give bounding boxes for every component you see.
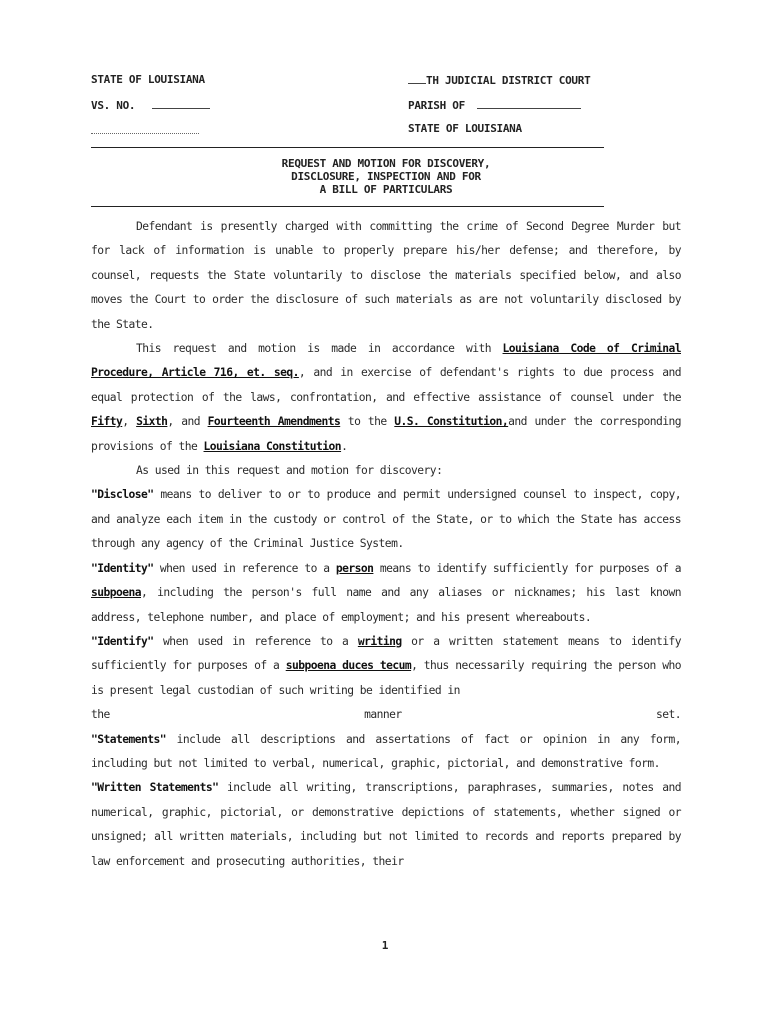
louisiana-constitution: Louisiana Constitution (203, 439, 342, 453)
docket-number-blank[interactable] (152, 98, 210, 109)
header-vs-no: VS. NO. (91, 99, 136, 112)
page-number: 1 (381, 939, 389, 952)
header-rule-top (91, 147, 604, 148)
paragraph-charge: Defendant is presently charged with committing the crime of Second Degree Murder but for lack of information is unable to properly prepare his/her defense; and therefore, by counsel, requests the State voluntarily to disclose the materials specified below, and also moves the Court to order the disclosure of such materials as are not voluntarily disclosed by the State. (91, 220, 681, 331)
header-parish (408, 98, 581, 112)
defendant-name-blank[interactable] (91, 133, 199, 134)
word: the (91, 708, 110, 722)
term-subpoena-duces-tecum: subpoena duces tecum (285, 659, 412, 673)
text-span: to the (340, 415, 395, 429)
term-statements: "Statements" (91, 732, 167, 746)
definition-text: or a written statement means to identify sufficiently for purposes of a (91, 634, 681, 673)
text-span: This request and motion is made in accordance with (136, 342, 503, 356)
word: set. (655, 708, 681, 722)
text-span: , and in exercise of defendant's rights to due process and equal protection of the laws, confrontation, and effective assistance of counsel under the (91, 366, 682, 404)
header-court-label: TH JUDICIAL DISTRICT COURT (426, 74, 591, 87)
definition-identify-last-line (91, 703, 681, 727)
definition-text: , thus necessarily requiring the person who is present legal custodian of such writing be identified in (91, 659, 681, 697)
header-state-left: STATE OF LOUISIANA (91, 73, 205, 86)
definition-text: means to deliver to or to produce and permit undersigned counsel to inspect, copy, and analyze each item in the custody or control of the State, or to which the State has access through any agency of the Criminal Justice System. (91, 488, 681, 551)
term-disclose: "Disclose" (91, 488, 154, 502)
paragraph-authority (91, 337, 681, 459)
code-reference: Louisiana Code of Criminal Procedure, Article 716, et. seq. (91, 342, 681, 380)
document-title (91, 157, 681, 196)
header-rule-bottom (91, 206, 604, 207)
definition-identify (91, 630, 681, 703)
definition-text: means to identify sufficiently for purposes of a (373, 561, 681, 575)
us-constitution: U.S. Constitution, (394, 415, 509, 429)
definition-text: include all descriptions and assertations of fact or opinion in any form, including but not limited to verbal, numerical, graphic, pictorial, and demonstrative form. (91, 732, 681, 770)
text-span: , (122, 415, 137, 429)
definition-text: when used in reference to a (153, 561, 336, 575)
word: manner (364, 708, 402, 722)
header-state-right: STATE OF LOUISIANA (408, 122, 522, 135)
definition-disclose (91, 483, 681, 556)
term-person: person (335, 561, 374, 575)
definition-statements (91, 728, 681, 777)
text-span: , and (167, 415, 208, 429)
district-number-blank[interactable] (408, 73, 426, 84)
definition-text: when used in reference to a (153, 634, 358, 648)
document-body (91, 215, 681, 874)
term-subpoena: subpoena (91, 586, 142, 600)
definition-identity (91, 557, 681, 630)
definition-written-statements (91, 776, 681, 874)
term-writing: writing (357, 634, 402, 648)
term-identity: "Identity" (91, 561, 154, 575)
amendment-fourteenth: Fourteenth Amendments (207, 415, 341, 429)
term-identify: "Identify" (91, 634, 154, 648)
header-court (408, 73, 590, 87)
header-docket (91, 98, 210, 112)
parish-blank[interactable] (477, 98, 581, 109)
term-written-statements: "Written Statements" (91, 781, 219, 795)
text-span: . (341, 439, 348, 453)
definition-text: include all writing, transcriptions, paraphrases, summaries, notes and numerical, graphic, pictorial, or demonstrative depictions of statements, whether signed or unsigned; all written materials, including but not limited to records and reports prepared by law enforcement and prosecuting authorities, their (91, 781, 681, 868)
title-line-1: REQUEST AND MOTION FOR DISCOVERY, (281, 157, 491, 170)
title-line-2: DISCLOSURE, INSPECTION AND FOR (291, 170, 481, 183)
amendment-fifty: Fifty (91, 415, 123, 429)
header-parish-label: PARISH OF (408, 99, 465, 112)
title-line-3: A BILL OF PARTICULARS (319, 183, 453, 196)
text-span: and under the corresponding provisions of the (91, 415, 681, 453)
amendment-sixth: Sixth (136, 415, 168, 429)
definition-text: , including the person's full name and any aliases or nicknames; his last known address, telephone number, and place of employment; and his present whereabouts. (91, 586, 681, 624)
paragraph-definitions-intro: As used in this request and motion for discovery: (136, 464, 443, 478)
